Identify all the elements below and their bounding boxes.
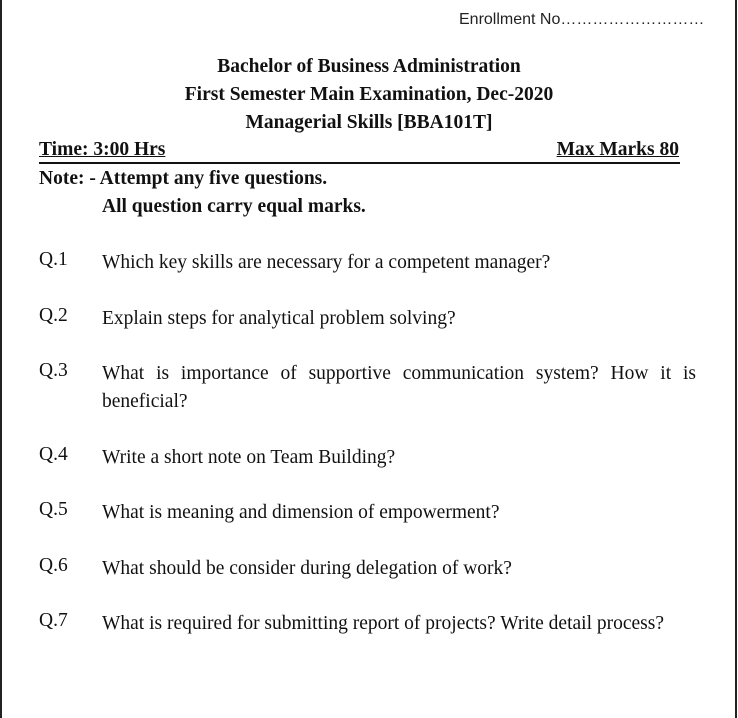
question-number: Q.3 [39,360,68,381]
question-number: Q.1 [39,249,68,270]
question-text: What is importance of supportive communication system? How it is beneficial? [102,363,696,412]
question-text: Explain steps for analytical problem solving? [102,308,456,329]
exam-title: First Semester Main Examination, Dec-2020 [184,84,554,105]
question-number: Q.4 [39,444,68,465]
question-number: Q.6 [39,555,68,576]
header-divider [39,162,680,164]
page-border-left [0,0,2,718]
enrollment-number-label: Enrollment No……………………… [459,11,705,28]
exam-time: Time: 3:00 Hrs [39,139,166,160]
note-line-1: Note: - Attempt any five questions. [39,168,328,189]
max-marks: Max Marks 80 [556,139,679,160]
note-line-2: All question carry equal marks. [102,196,366,217]
question-text: What is meaning and dimension of empowerment? [102,502,500,523]
question-text: What should be consider during delegation of work? [102,558,512,579]
question-number: Q.7 [39,610,68,631]
question-text: Which key skills are necessary for a competent manager? [102,252,551,273]
subject-title: Managerial Skills [BBA101T] [245,112,493,133]
question-text: Write a short note on Team Building? [102,447,396,468]
question-number: Q.2 [39,305,68,326]
question-number: Q.5 [39,499,68,520]
page-border-right [735,0,737,718]
program-title: Bachelor of Business Administration [217,56,521,77]
question-text: What is required for submitting report of projects? Write detail process? [102,613,665,634]
